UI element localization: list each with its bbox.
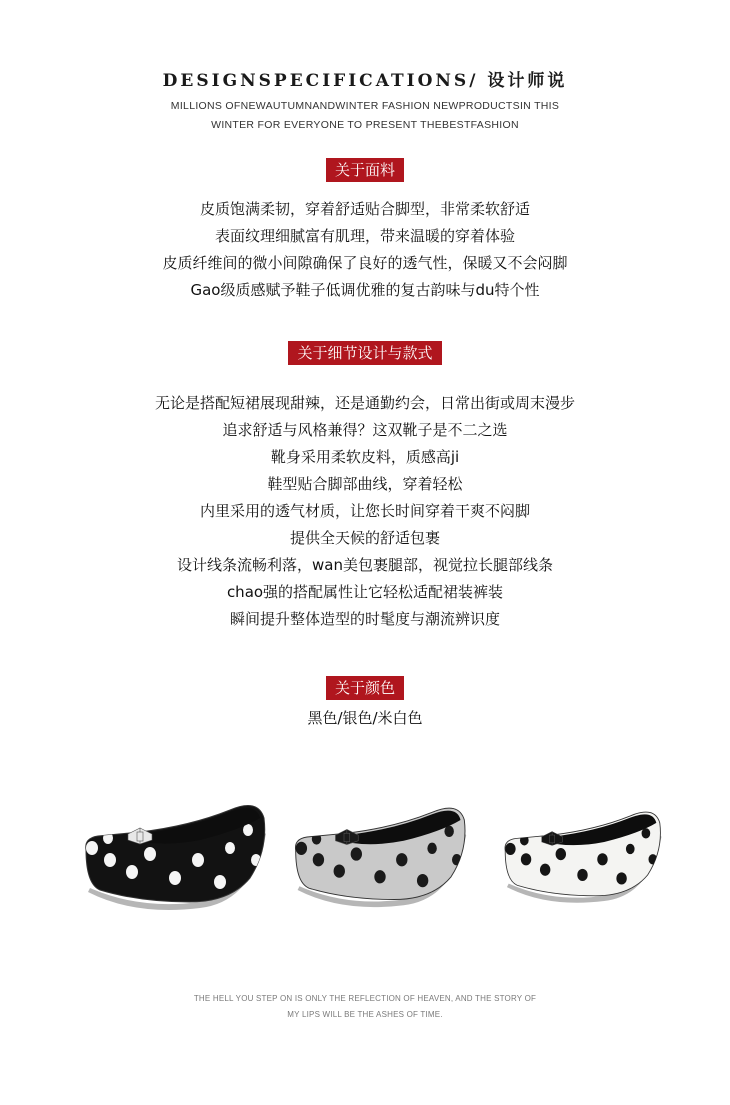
black-polka-dot-flat bbox=[86, 806, 266, 911]
page-title: DESIGNSPECIFICATIONS/ 设计师说 bbox=[162, 71, 568, 91]
bow-knot bbox=[344, 833, 350, 842]
footer-quote-line-1: THE HELL YOU STEP ON IS ONLY THE REFLECTION OF HEAVEN, AND THE STORY OF bbox=[193, 994, 537, 1003]
black-shoe-image bbox=[80, 790, 270, 920]
polka-dot bbox=[505, 843, 515, 855]
design-line: 瞬间提升整体造型的时髦度与潮流辨识度 bbox=[229, 610, 500, 628]
polka-dot bbox=[192, 853, 204, 867]
fabric-line: Gao级质感赋予鞋子低调优雅的复古韵味与du特个性 bbox=[190, 281, 540, 299]
footer-quote-line-2: MY LIPS WILL BE THE ASHES OF TIME. bbox=[287, 1010, 443, 1019]
polka-dot bbox=[556, 848, 566, 860]
white-polka-dot-flat bbox=[505, 812, 662, 903]
silver-shoe-image bbox=[290, 790, 470, 920]
polka-dot bbox=[597, 853, 607, 865]
polka-dot bbox=[626, 844, 635, 854]
polka-dot bbox=[334, 864, 345, 877]
polka-dot bbox=[427, 843, 436, 854]
polka-dot bbox=[126, 865, 138, 879]
polka-dot bbox=[313, 853, 324, 866]
fabric-description bbox=[0, 196, 730, 304]
design-line: 靴身采用柔软皮料，质感高ji bbox=[270, 448, 460, 466]
color-badge: 关于颜色 bbox=[326, 676, 404, 700]
polka-dot bbox=[642, 828, 651, 838]
design-line: 追求舒适与风格兼得？这双靴子是不二之选 bbox=[222, 421, 508, 439]
polka-dot bbox=[169, 871, 181, 885]
polka-dot bbox=[444, 826, 453, 837]
fabric-line: 皮质饱满柔韧，穿着舒适贴合脚型，非常柔软舒适 bbox=[199, 200, 530, 218]
polka-dot bbox=[577, 869, 587, 881]
color-section-header bbox=[0, 676, 730, 700]
subtitle-line-2: WINTER FOR EVERYONE TO PRESENT THEBESTFASHION bbox=[211, 119, 519, 131]
polka-dot bbox=[144, 847, 156, 861]
polka-dot bbox=[396, 853, 407, 866]
polka-dot bbox=[616, 872, 626, 884]
white-shoe-image bbox=[500, 790, 665, 920]
product-images bbox=[0, 790, 730, 930]
design-line: 内里采用的透气材质，让您长时间穿着干爽不闷脚 bbox=[199, 502, 530, 520]
polka-dot bbox=[520, 835, 529, 845]
design-section-header bbox=[0, 341, 730, 365]
fabric-section-header bbox=[0, 158, 730, 182]
fabric-line: 皮质纤维间的微小间隙确保了良好的透气性，保暖又不会闷脚 bbox=[162, 254, 568, 272]
color-options-line: 黑色/银色/米白色 bbox=[307, 709, 423, 727]
design-line: chao强的搭配属性让它轻松适配裙装裤装 bbox=[226, 583, 504, 601]
polka-dot bbox=[103, 832, 113, 844]
color-description bbox=[0, 705, 730, 732]
bow-knot bbox=[137, 832, 143, 841]
polka-dot bbox=[351, 847, 362, 860]
design-description bbox=[0, 390, 730, 633]
polka-dot bbox=[296, 842, 307, 855]
design-line: 设计线条流畅利落，wan美包裹腿部，视觉拉长腿部线条 bbox=[177, 556, 553, 574]
design-line: 无论是搭配短裙展现甜辣，还是通勤约会，日常出街或周末漫步 bbox=[154, 394, 575, 412]
polka-dot bbox=[104, 853, 116, 867]
polka-dot bbox=[214, 875, 226, 889]
design-badge: 关于细节设计与款式 bbox=[288, 341, 441, 365]
polka-dot bbox=[417, 874, 428, 887]
design-line: 鞋型贴合脚部曲线，穿着轻松 bbox=[267, 475, 463, 493]
bow-knot bbox=[550, 835, 555, 843]
polka-dot bbox=[225, 842, 235, 854]
design-line: 提供全天候的舒适包裹 bbox=[289, 529, 440, 547]
polka-dot bbox=[86, 841, 98, 855]
polka-dot bbox=[521, 853, 531, 865]
polka-dot bbox=[540, 864, 550, 876]
polka-dot bbox=[312, 833, 321, 844]
fabric-badge: 关于面料 bbox=[326, 158, 404, 182]
subtitle-line-1: MILLIONS OFNEWAUTUMNANDWINTER FASHION NEWPRODUCTSIN THIS bbox=[170, 100, 560, 112]
polka-dot bbox=[243, 824, 253, 836]
polka-dot bbox=[374, 870, 385, 883]
fabric-line: 表面纹理细腻富有肌理，带来温暖的穿着体验 bbox=[214, 227, 515, 245]
silver-polka-dot-flat bbox=[295, 808, 466, 907]
